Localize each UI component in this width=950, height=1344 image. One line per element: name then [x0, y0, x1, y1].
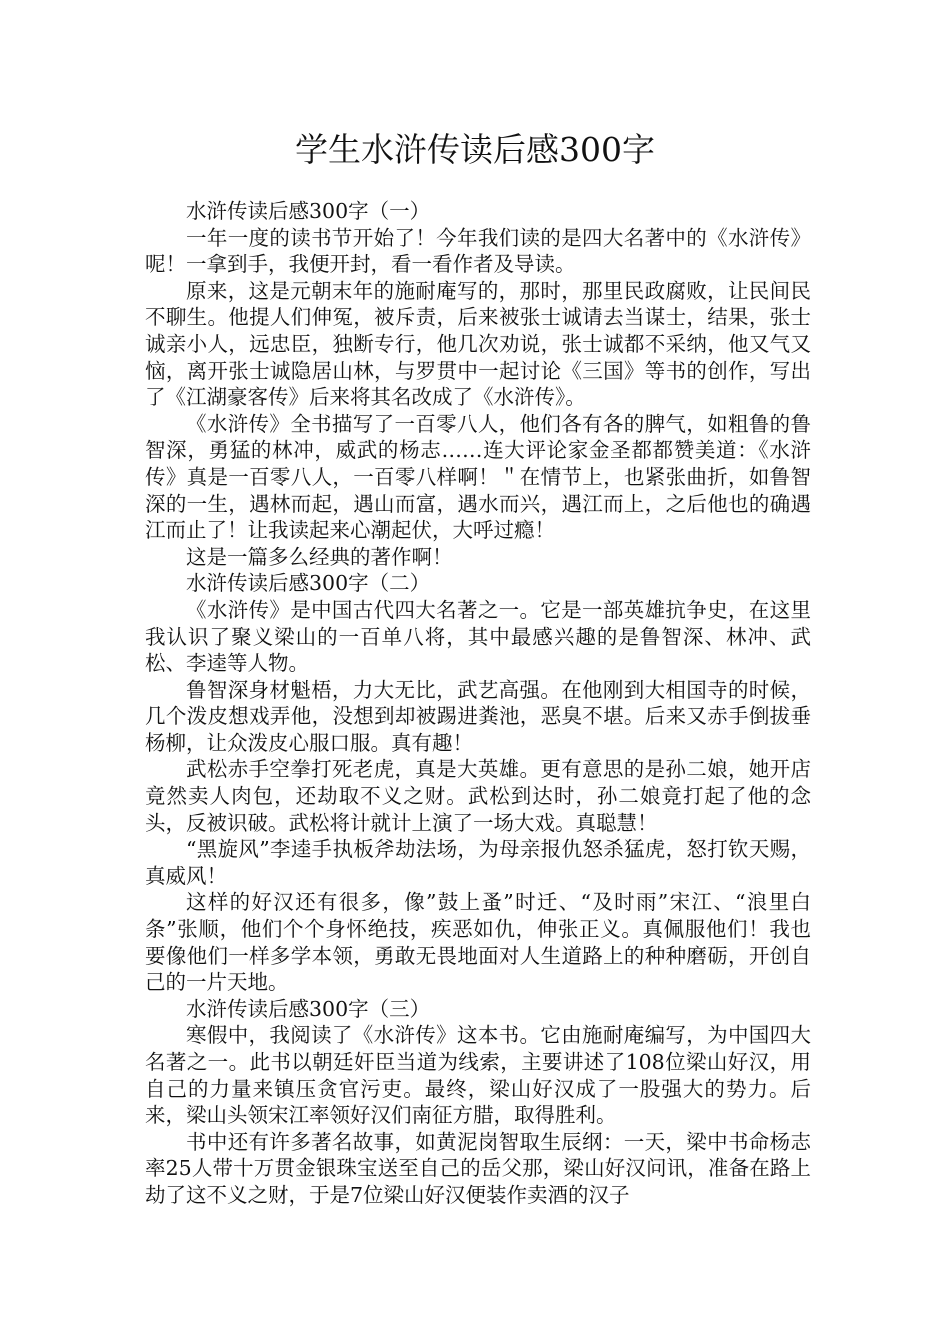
paragraph: 原来，这是元朝末年的施耐庵写的，那时，那里民政腐败，让民间民不聊生。他提人们伸冤，被斥责，后来被张士诚请去当谋士，结果，张士诚亲小人，远忠臣，独断专行，他几次劝说，张士诚都不采纳，他又气又恼，离开张士诚隐居山林，与罗贯中一起讨论《三国》等书的创作，写出了《江湖豪客传》后来将其名改成了《水浒传》。	[145, 278, 811, 410]
paragraph: 武松赤手空拳打死老虎，真是大英雄。更有意思的是孙二娘，她开店竟然卖人肉包，还劫取不义之财。武松到达时，孙二娘竟打起了他的念头，反被识破。武松将计就计上演了一场大戏。真聪慧！	[145, 757, 811, 835]
paragraph: 鲁智深身材魁梧，力大无比，武艺高强。在他刚到大相国寺的时候，几个泼皮想戏弄他，没想到却被踢进粪池，恶臭不堪。后来又赤手倒拔垂杨柳，让众泼皮心服口服。真有趣！	[145, 677, 811, 755]
paragraph: 寒假中，我阅读了《水浒传》这本书。它由施耐庵编写，为中国四大名著之一。此书以朝廷奸臣当道为线索，主要讲述了108位梁山好汉，用自己的力量来镇压贪官污吏。最终，梁山好汉成了一股强大的势力。后来，梁山头领宋江率领好汉们南征方腊，取得胜利。	[145, 1023, 811, 1128]
paragraph: 《水浒传》全书描写了一百零八人，他们各有各的脾气，如粗鲁的鲁智深，勇猛的林冲，威武的杨志……连大评论家金圣都都赞美道：《水浒传》真是一百零八人，一百零八样啊！＂在情节上，也紧张曲折，如鲁智深的一生，遇林而起，遇山而富，遇水而兴，遇江而上，之后他也的确遇江而止了！让我读起来心潮起伏，大呼过瘾！	[145, 411, 811, 543]
paragraph: 这样的好汉还有很多，像”鼓上蚤”时迁、“及时雨”宋江、“浪里白条”张顺，他们个个身怀绝技，疾恶如仇，伸张正义。真佩服他们！我也要像他们一样多学本领，勇敢无畏地面对人生道路上的种种磨砺，开创自己的一片天地。	[145, 890, 811, 995]
document-body	[145, 198, 811, 1209]
paragraph: 《水浒传》是中国古代四大名著之一。它是一部英雄抗争史，在这里我认识了聚义梁山的一百单八将，其中最感兴趣的是鲁智深、林冲、武松、李逵等人物。	[145, 597, 811, 676]
paragraph: “黑旋风”李逵手执板斧劫法场，为母亲报仇怒杀猛虎，怒打钦天赐，真威风！	[145, 837, 811, 888]
paragraph: 一年一度的读书节开始了！今年我们读的是四大名著中的《水浒传》呢！一拿到手，我便开封，看一看作者及导读。	[145, 225, 811, 277]
document-title: 学生水浒传读后感300字	[295, 130, 655, 169]
section-heading-3: 水浒传读后感300字（三）	[186, 996, 431, 1021]
section-heading-2: 水浒传读后感300字（二）	[186, 571, 431, 596]
section-heading-1: 水浒传读后感300字（一）	[186, 199, 431, 223]
paragraph: 这是一篇多么经典的著作啊！	[186, 544, 453, 569]
paragraph: 书中还有许多著名故事，如黄泥岗智取生辰纲：一天，梁中书命杨志率25人带十万贯金银珠宝送至自己的岳父那，梁山好汉问讯，准备在路上劫了这不义之财，于是7位梁山好汉便装作卖酒的汉子	[145, 1129, 811, 1207]
